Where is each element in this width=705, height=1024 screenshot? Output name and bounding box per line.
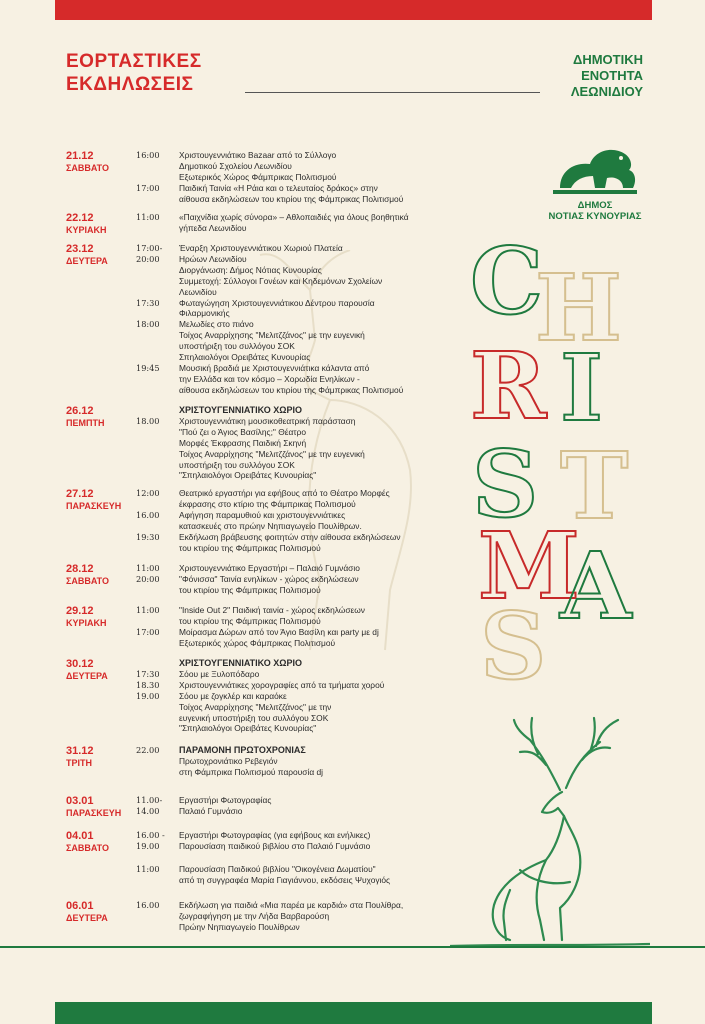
christmas-letter: I — [560, 334, 604, 442]
event-row — [66, 658, 466, 669]
unit-line-2: ΕΝΟΤΗΤΑ — [581, 68, 643, 83]
event-description-line: Θεατρικό εργαστήρι για εφήβους από το Θέατρο Μορφές — [179, 488, 390, 498]
event-time: 22.00 — [136, 745, 160, 755]
event-description-line: Μορφές Έκφρασης Παιδική Σκηνή — [179, 437, 307, 448]
event-time: 16.00 - — [136, 830, 165, 840]
event-time: 16.00 — [136, 509, 160, 520]
municipality-logo — [540, 140, 650, 222]
event-description-line: "Inside Out 2" Παιδική ταινία - χώρος εκδηλώσεων — [179, 605, 365, 615]
event-description-line: Εκδήλωση για παιδιά «Μια παρέα με καρδιά» στα Πουλίθρα, — [179, 900, 404, 910]
title-line-2: ΕΚΔΗΛΩΣΕΙΣ — [66, 74, 194, 95]
event-row — [66, 841, 466, 852]
event-time: 11:00 — [136, 605, 160, 615]
event-row — [66, 574, 466, 596]
event-date-number: 03.01 — [66, 795, 94, 807]
event-day-name: ΠΑΡΑΣΚΕΥΗ — [66, 501, 122, 511]
event-description-line: Μελωδίες στο πιάνο — [179, 319, 254, 330]
event-description-line: Ηρώων Λεωνιδίου — [179, 253, 247, 264]
event-description-line: του κτιρίου της Φάμπρικας Πολιτισμού — [179, 542, 321, 553]
event-description-line: του κτιρίου της Φάμπρικας Πολιτισμού — [179, 615, 321, 626]
event-block — [66, 405, 466, 481]
event-time: 19.00 — [136, 840, 160, 851]
logo-text-line-1: ΔΗΜΟΣ — [577, 200, 613, 211]
event-description-line: αίθουσα εκδηλώσεων του κτιρίου της Φάμπρικας Πολιτισμού — [179, 193, 404, 204]
event-description-line: Μουσική βραδιά με Χριστουγεννιάτικα κάλαντα από — [179, 362, 370, 373]
event-description-line: Πρώην Νηπιαγωγείο Πουλίθρων — [179, 921, 300, 932]
event-time: 18:00 — [136, 319, 160, 330]
event-description-line: Φιλαρμονικής — [179, 308, 230, 319]
event-time: 11:00 — [136, 212, 160, 222]
event-description-line: Σόου με ζογκλέρ και καραόκε — [179, 690, 287, 701]
event-block — [66, 830, 466, 886]
event-day-name: ΚΥΡΙΑΚΗ — [66, 225, 107, 235]
event-description-line: Χριστουγεννιάτικη μουσικοθεατρική παράσταση — [179, 415, 356, 426]
event-description-line: υποστήριξη του συλλόγου ΣΟΚ — [179, 459, 295, 470]
event-description-line: Εξωτερικός χώρος Φάμπρικας Πολιτισμού — [179, 637, 336, 648]
event-row — [66, 254, 466, 298]
event-day-name: ΠΕΜΠΤΗ — [66, 418, 105, 428]
event-block — [66, 563, 466, 596]
event-row — [66, 243, 466, 254]
christmas-letter: H — [535, 254, 622, 362]
event-day-name: ΔΕΥΤΕΡΑ — [66, 913, 108, 923]
event-time: 17:00 — [136, 182, 160, 193]
event-time: 11:00 — [136, 563, 160, 573]
event-day-name: ΣΑΒΒΑΤΟ — [66, 163, 109, 173]
event-block — [66, 212, 466, 234]
event-description-line: Αφήγηση παραμυθιού και χριστουγεννιάτικες — [179, 509, 346, 520]
event-description-line: «Παιχνίδια χωρίς σύνορα» – Αθλοπαιδιές για όλους βοηθητικά — [179, 212, 409, 222]
event-row — [66, 795, 466, 806]
event-description-line: Πρωτοχρονιάτικο Ρεβεγιόν — [179, 755, 278, 766]
event-row — [66, 212, 466, 234]
event-day-name: ΔΕΥΤΕΡΑ — [66, 256, 108, 266]
event-block — [66, 150, 466, 205]
event-row — [66, 745, 466, 778]
event-row — [66, 150, 466, 183]
event-row — [66, 680, 466, 691]
event-block — [66, 900, 466, 933]
event-description-line: Παρουσίαση Παιδικού βιβλίου "Οικογένεια Δωματίου" — [179, 863, 376, 874]
event-description-line: Τοίχος Αναρρίχησης "Μελιτζζάνος" με την ευγενική — [179, 330, 365, 341]
page-title — [66, 50, 202, 96]
deer-icon — [450, 700, 650, 950]
event-description-line: Χριστουγεννιάτικο Bazaar από το Σύλλογο — [179, 150, 337, 160]
event-date-number: 27.12 — [66, 488, 94, 500]
event-description-line: ζωγραφήγηση με την Λήδα Βαρβαρούση — [179, 910, 330, 921]
event-block — [66, 658, 466, 734]
christmas-letter: S — [480, 592, 547, 700]
event-description-line: Εργαστήρι Φωτογραφίας (για εφήβους και ενήλικες) — [179, 830, 371, 840]
event-heading: ΧΡΙΣΤΟΥΓΕΝΝΙΑΤΙΚΟ ΧΩΡΙΟ — [179, 405, 302, 415]
event-row — [66, 605, 466, 627]
event-row — [66, 416, 466, 481]
event-description-line: Σόου με Ξυλοπόδαρο — [179, 668, 260, 679]
event-time: 20:00 — [136, 253, 160, 264]
event-time: 11.00- — [136, 795, 163, 805]
event-time: 19.00 — [136, 690, 160, 701]
title-divider — [245, 92, 540, 93]
christmas-letter: R — [470, 332, 547, 440]
event-row — [66, 864, 466, 886]
event-row — [66, 298, 466, 320]
event-time: 17:00- — [136, 243, 163, 253]
event-time: 14.00 — [136, 805, 160, 816]
event-time: 19:30 — [136, 531, 160, 542]
event-time: 11:00 — [136, 863, 160, 874]
event-description-line: ευγενική υποστήριξη του συλλόγου ΣΟΚ — [179, 712, 329, 723]
event-description-line: γήπεδα Λεωνιδίου — [179, 222, 247, 233]
unit-line-3: ΛΕΩΝΙΔΙΟΥ — [570, 84, 643, 99]
event-date-number: 28.12 — [66, 563, 94, 575]
event-description-line: Εξωτερικός Χώρος Φάμπρικας Πολιτισμού — [179, 171, 337, 182]
event-block — [66, 605, 466, 649]
event-block — [66, 795, 466, 817]
event-time: 17:00 — [136, 626, 160, 637]
event-date-number: 26.12 — [66, 405, 94, 417]
event-description-line: "Σπηλαιολόγοι Ορειβάτες Κυνουρίας" — [179, 470, 317, 481]
event-description-line: Φωταγώγηση Χριστουγεννιάτικου Δέντρου παρουσία — [179, 297, 375, 308]
event-time: 17:30 — [136, 668, 160, 679]
event-row — [66, 488, 466, 510]
event-row — [66, 319, 466, 363]
event-date-number: 06.01 — [66, 900, 94, 912]
event-time: 16.00 — [136, 900, 160, 910]
event-date-number: 23.12 — [66, 243, 94, 255]
event-time: 16:00 — [136, 150, 160, 160]
event-description-line: Σπηλαιολόγοι Ορειβάτες Κυνουρίας — [179, 352, 311, 363]
title-line-1: ΕΟΡΤΑΣΤΙΚΕΣ — [66, 51, 202, 72]
event-description-line: Χριστουγεννιάτικο Εργαστήρι – Παλαιό Γυμνάσιο — [179, 563, 360, 573]
event-date-number: 30.12 — [66, 658, 94, 670]
event-description-line: Παρουσίαση παιδικού βιβλίου στο Παλαιό Γυμνάσιο — [179, 840, 371, 851]
event-date-number: 29.12 — [66, 605, 94, 617]
christmas-letter: C — [470, 227, 544, 335]
event-time: 18.30 — [136, 679, 160, 690]
christmas-letter: A — [560, 532, 632, 640]
event-description-line: κατασκευές στο πρώην Νηπιαγωγείο Πουλίθρων. — [179, 520, 362, 531]
event-row — [66, 510, 466, 532]
event-description-line: "Σπηλαιολόγοι Ορειβάτες Κυνουρίας" — [179, 723, 317, 734]
unit-line-1: ΔΗΜΟΤΙΚΗ — [572, 52, 643, 67]
event-time: 12:00 — [136, 488, 160, 498]
event-description-line: Εργαστήρι Φωτογραφίας — [179, 795, 272, 805]
event-description-line: του κτιρίου της Φάμπρικας Πολιτισμού — [179, 584, 321, 595]
event-row — [66, 532, 466, 554]
christmas-letter: T — [560, 432, 629, 540]
bottom-divider — [0, 946, 705, 948]
event-description-line: Δημοτικού Σχολείου Λεωνιδίου — [179, 160, 292, 171]
event-day-name: ΠΑΡΑΣΚΕΥΗ — [66, 808, 122, 818]
event-heading: ΧΡΙΣΤΟΥΓΕΝΝΙΑΤΙΚΟ ΧΩΡΙΟ — [179, 658, 302, 668]
event-description-line: "Πού ζει ο Άγιος Βασίλης;" Θέατρο — [179, 426, 307, 437]
event-row — [66, 563, 466, 574]
event-description-line: Λεωνιδίου — [179, 286, 217, 297]
event-row — [66, 363, 466, 396]
event-date-number: 22.12 — [66, 212, 94, 224]
municipal-unit — [571, 52, 643, 100]
event-day-name: ΚΥΡΙΑΚΗ — [66, 618, 107, 628]
event-description-line: υποστήριξη του συλλόγου ΣΟΚ — [179, 341, 295, 352]
event-description-line: στη Φάμπρικα Πολιτισμού παρουσία dj — [179, 766, 324, 777]
logo-text-line-2: ΝΟΤΙΑΣ ΚΥΝΟΥΡΙΑΣ — [548, 211, 642, 222]
event-block — [66, 745, 466, 778]
event-day-name: ΣΑΒΒΑΤΟ — [66, 843, 109, 853]
event-row — [66, 627, 466, 649]
event-description-line: Συμμετοχή: Σύλλογοι Γονέων και Κηδεμόνων Σχολείων — [179, 275, 383, 286]
event-description-line: την Ελλάδα και τον κόσμο – Χορωδία Ενηλίκων - — [179, 373, 360, 384]
event-description-line: αίθουσα εκδηλώσεων του κτιρίου της Φάμπρικας Πολιτισμού — [179, 384, 404, 395]
event-description-line: Μοίρασμα Δώρων από τον Άγιο Βασίλη και party με dj — [179, 626, 379, 637]
event-time: 20:00 — [136, 573, 160, 584]
event-description-line: Διοργάνωση: Δήμος Νότιας Κυνουρίας — [179, 264, 322, 275]
event-description-line: Έναρξη Χριστουγεννιάτικου Χωριού Πλατεία — [179, 243, 343, 253]
event-date-number: 21.12 — [66, 150, 94, 162]
event-block — [66, 243, 466, 396]
event-row — [66, 900, 466, 933]
event-block — [66, 488, 466, 553]
bottom-green-bar — [55, 1002, 652, 1024]
event-heading: ΠΑΡΑΜΟΝΗ ΠΡΩΤΟΧΡΟΝΙΑΣ — [179, 745, 306, 755]
event-description-line: Παιδική Ταινία «Η Ράια και ο τελευταίος δράκος» στην — [179, 182, 378, 193]
event-time: 17:30 — [136, 297, 160, 308]
christmas-letter: M — [478, 512, 580, 620]
christmas-letter: S — [472, 430, 539, 538]
event-row — [66, 183, 466, 205]
event-description-line: Εκδήλωση βράβευσης φοιτητών στην αίθουσα εκδηλώσεων — [179, 531, 401, 542]
top-red-bar — [55, 0, 652, 20]
event-row — [66, 405, 466, 416]
event-day-name: ΔΕΥΤΕΡΑ — [66, 671, 108, 681]
event-description-line: Τοίχος Αναρρίχησης "Μελιτζζάνος" με την ευγενική — [179, 448, 365, 459]
event-time: 18.00 — [136, 415, 160, 426]
event-description-line: Τοίχος Αναρρίχησης "Μελιτζζάνος" με την — [179, 701, 332, 712]
event-description-line: Χριστουγεννιάτικες χορογραφίες από τα τμήματα χορού — [179, 679, 385, 690]
lion-icon — [545, 140, 645, 200]
event-day-name: ΣΑΒΒΑΤΟ — [66, 576, 109, 586]
event-date-number: 31.12 — [66, 745, 94, 757]
event-description-line: από τη συγγραφέα Μαρία Γιαγιάννου, εκδόσεις Ψυχογιός — [179, 874, 391, 885]
event-row — [66, 830, 466, 841]
event-row — [66, 691, 466, 735]
event-row — [66, 806, 466, 817]
event-description-line: Παλαιό Γυμνάσιο — [179, 805, 243, 816]
event-date-number: 04.01 — [66, 830, 94, 842]
event-day-name: ΤΡΙΤΗ — [66, 758, 92, 768]
event-time: 19:45 — [136, 362, 160, 373]
event-description-line: έκφρασης στο κτίριο της Φάμπρικας Πολιτισμού — [179, 498, 356, 509]
event-description-line: "Φόνισσα" Ταινία ενηλίκων - χώρος εκδηλώσεων — [179, 573, 359, 584]
event-row — [66, 669, 466, 680]
